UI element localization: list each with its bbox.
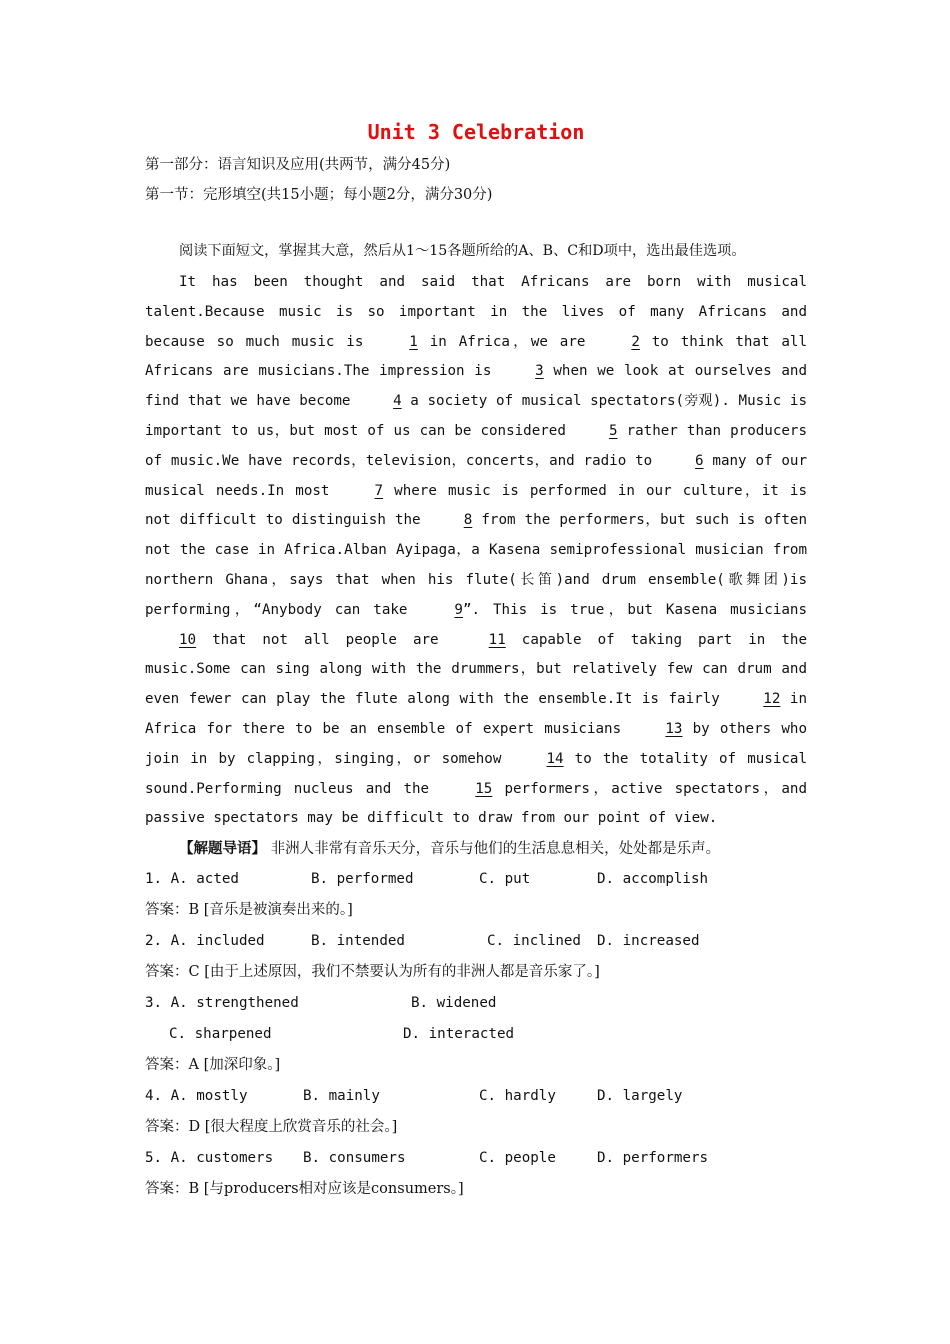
q4-option-c: C. hardly xyxy=(479,1088,556,1105)
passage-text: in Africa，we are xyxy=(417,333,598,350)
q5-answer: 答案：B [与producers相对应该是consumers。] xyxy=(145,1181,464,1198)
q5-option-b: B. consumers xyxy=(303,1150,406,1167)
cloze-blank: 13 xyxy=(665,720,683,737)
cloze-blank: 4 xyxy=(393,393,402,410)
q3-option-c: C. sharpened xyxy=(169,1026,272,1043)
q4-option-d: D. largely xyxy=(597,1088,683,1105)
passage-text: in Africa for there to be an ensemble of expert musicians xyxy=(145,691,807,737)
passage-text: to think that all Africans are musicians.The impression is xyxy=(145,333,807,380)
cloze-blank: 8 xyxy=(463,512,473,529)
q1-option-a: 1. A. acted xyxy=(145,871,239,888)
passage-text: to the totality of musical sound.Performing nucleus and the xyxy=(145,750,807,797)
q4-option-a: 4. A. mostly xyxy=(145,1088,248,1105)
q2-answer: 答案：C [由于上述原因，我们不禁要认为所有的非洲人都是音乐家了。] xyxy=(145,964,600,981)
q5-option-c: C. people xyxy=(479,1150,556,1167)
q3-option-b: B. widened xyxy=(411,995,497,1012)
passage-text: capable of taking part in the music.Some can sing along with the drummers，but relatively few can drum and even fewer can play the flute along with the ensemble.It is fairly xyxy=(145,631,808,708)
question-2 xyxy=(145,926,807,988)
q4-option-b: B. mainly xyxy=(303,1088,380,1105)
passage-text: a society of musical spectators(旁观). Music is important to us，but most of us can be considered xyxy=(145,393,807,439)
q1-option-b: B. performed xyxy=(311,871,414,888)
cloze-blank: 6 xyxy=(695,452,704,469)
cloze-blank: 11 xyxy=(488,631,506,648)
section-heading: 第一节：完形填空(共15小题；每小题2分，满分30分) xyxy=(145,187,493,203)
q1-option-d: D. accomplish xyxy=(597,871,709,888)
document-page xyxy=(145,120,807,1205)
q5-option-a: 5. A. customers xyxy=(145,1150,274,1167)
passage-text: when we look at ourselves and find that we have become xyxy=(145,363,807,410)
q2-option-d: D. increased xyxy=(597,933,700,950)
passage-text: ”. This is true，but Kasena musicians xyxy=(462,601,807,618)
cloze-blank: 14 xyxy=(546,750,564,767)
instructions: 阅读下面短文，掌握其大意，然后从1～15各题所给的A、B、C和D项中，选出最佳选项。 xyxy=(179,243,746,259)
cloze-blank: 1 xyxy=(409,333,418,350)
passage-text: performers，active spectators，and passive spectators may be difficult to draw from our point of view. xyxy=(145,780,807,827)
guide-label: 【解题导语】 xyxy=(179,840,266,858)
q2-option-c: C. inclined xyxy=(487,933,581,950)
cloze-blank: 7 xyxy=(374,482,384,499)
question-4 xyxy=(145,1081,807,1143)
q3-option-d: D. interacted xyxy=(403,1026,515,1043)
passage-text: It has been thought and said that Africans are born with musical talent.Because music is so important in the lives of many Africans and because so much music is xyxy=(145,274,807,350)
question-3 xyxy=(145,988,807,1081)
cloze-blank: 12 xyxy=(763,691,781,708)
cloze-passage xyxy=(145,268,807,834)
question-1 xyxy=(145,864,807,926)
guide-text: 非洲人非常有音乐天分，音乐与他们的生活息息相关，处处都是乐声。 xyxy=(270,841,721,858)
passage-text: that not all people are xyxy=(196,631,455,648)
guide-block xyxy=(145,834,807,864)
question-5 xyxy=(145,1143,807,1205)
q3-option-a: 3. A. strengthened xyxy=(145,995,299,1012)
passage-text: where music is performed in our culture，it is not difficult to distinguish the xyxy=(145,482,807,529)
cloze-blank: 9 xyxy=(454,601,463,618)
cloze-blank: 15 xyxy=(475,780,493,797)
q1-option-c: C. put xyxy=(479,871,531,888)
cloze-blank: 10 xyxy=(179,631,197,648)
cloze-blank: 5 xyxy=(608,422,618,439)
passage-text: from the performers，but such is often not the case in Africa.Alban Ayipaga，a Kasena semiprofessional musician from northern Ghana，says that when his flute(长笛)and drum ensemble(歌舞团)is performing，“Anybody can take xyxy=(145,512,807,618)
q5-option-d: D. performers xyxy=(597,1150,709,1167)
passage-text: by others who join in by clapping，singing，or somehow xyxy=(145,720,807,767)
passage-text: many of our musical needs.In most xyxy=(145,452,807,499)
cloze-blank: 2 xyxy=(631,333,640,350)
q1-answer: 答案：B [音乐是被演奏出来的。] xyxy=(145,902,353,919)
q2-option-a: 2. A. included xyxy=(145,933,265,950)
cloze-blank: 3 xyxy=(535,363,544,380)
passage-text: rather than producers of music.We have records，television，concerts，and radio to xyxy=(145,422,808,469)
q4-answer: 答案：D [很大程度上欣赏音乐的社会。] xyxy=(145,1119,398,1136)
unit-title: Unit 3 Celebration xyxy=(367,120,585,144)
part-heading: 第一部分：语言知识及应用(共两节，满分45分) xyxy=(145,157,451,173)
q2-option-b: B. intended xyxy=(311,933,405,950)
q3-answer: 答案：A [加深印象。] xyxy=(145,1057,281,1074)
